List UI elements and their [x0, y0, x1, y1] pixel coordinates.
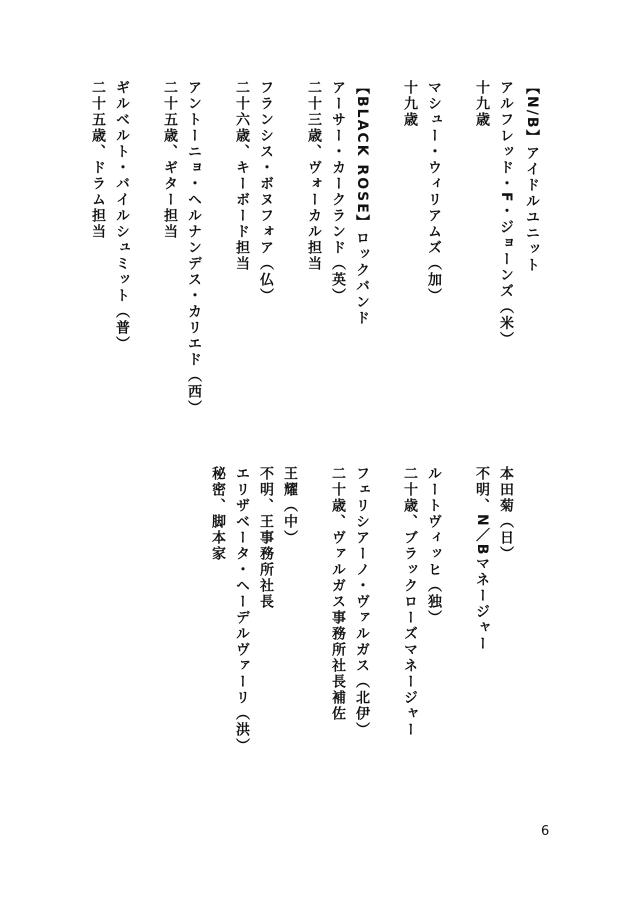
antonio-role: 二十五歳、ギター担当 — [162, 80, 178, 240]
nb-unit-heading: 【N/B】アイドルユニット — [524, 80, 540, 274]
yao-role: 不明、王事務所社長 — [258, 466, 274, 610]
francis-role: 二十六歳、キーボード担当 — [234, 80, 250, 272]
feliciano-name: フェリシアーノ・ヴァルガス（北伊） — [354, 466, 370, 738]
elizabeta-role: 秘密、脚本家 — [210, 466, 226, 562]
francis-name: フランシス・ボヌフォア（仏） — [258, 80, 274, 304]
kiku-role: 不明、N／Bマネージャー — [474, 466, 490, 653]
feliciano-role: 二十歳、ヴァルガス事務所社長補佐 — [330, 466, 346, 722]
page-number: 6 — [541, 824, 550, 839]
kiku-name: 本田菊（日） — [498, 466, 514, 562]
ludwig-role: 二十歳、ブラックローズマネージャー — [402, 466, 418, 738]
matthew-age: 十九歳 — [402, 80, 418, 128]
ludwig-name: ルートヴィッヒ（独） — [426, 466, 442, 626]
gilbert-name: ギルベルト・バイルシュミット（普） — [114, 80, 130, 352]
gilbert-role: 二十五歳、ドラム担当 — [90, 80, 106, 240]
alfred-age: 十九歳 — [474, 80, 490, 128]
antonio-name: アントーニョ・ヘルナンデス・カリエド（西） — [186, 80, 202, 416]
alfred-name: アルフレッド・F・ジョーンズ（米） — [498, 80, 514, 348]
arthur-name: アーサー・カークランド（英） — [330, 80, 346, 304]
arthur-role: 二十三歳、ヴォーカル担当 — [306, 80, 322, 272]
yao-name: 王耀（中） — [282, 466, 298, 546]
elizabeta-name: エリザベータ・ヘーデルヴァーリ（洪） — [234, 466, 250, 754]
matthew-name: マシュー・ウィリアムズ（加） — [426, 80, 442, 304]
black-rose-heading: 【BLACK ROSE】ロックバンド — [354, 80, 370, 327]
